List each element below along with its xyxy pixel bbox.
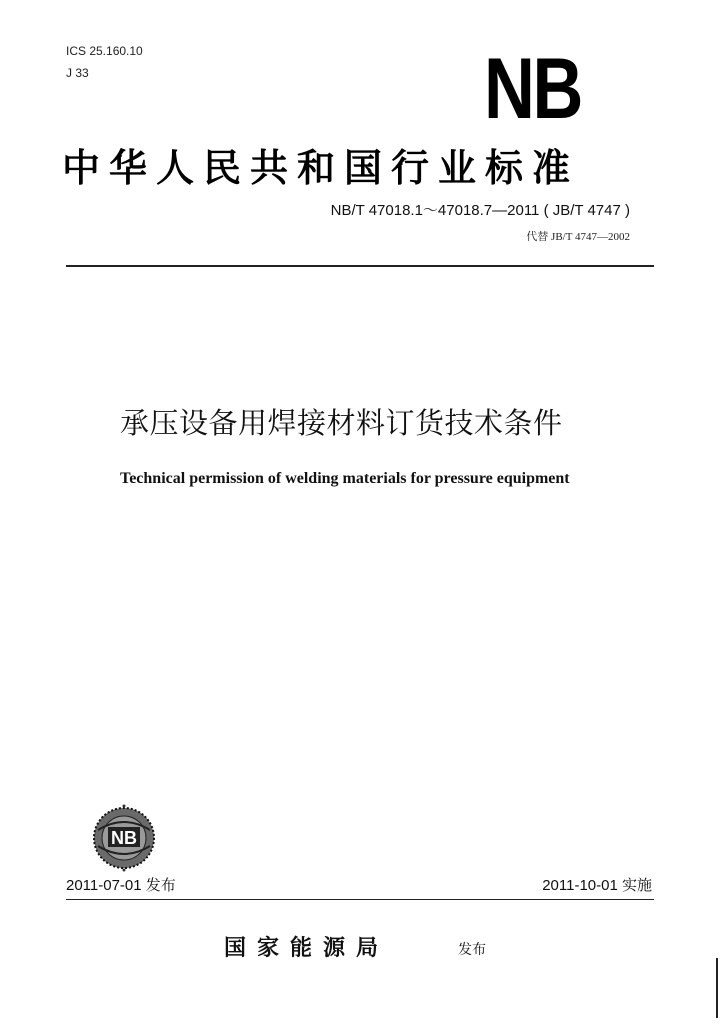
implementation-date: 2011-10-01 实施	[542, 877, 652, 894]
publisher-name: 国家能源局	[224, 935, 390, 961]
seal-text: NB	[111, 828, 137, 848]
issue-date: 2011-07-01 发布	[66, 877, 176, 894]
nb-seal-emblem	[84, 800, 164, 872]
standard-type-title: 中华人民共和国行业标准	[62, 145, 580, 190]
footer-divider	[66, 899, 654, 900]
classification-code: J 33	[66, 66, 89, 80]
document-title-en: Technical permission of welding materials for pressure equipment	[120, 470, 570, 487]
document-title-cn: 承压设备用焊接材料订货技术条件	[120, 406, 563, 440]
standard-number: NB/T 47018.1～47018.7—2011 ( JB/T 4747 )	[330, 202, 630, 219]
header-divider	[66, 265, 654, 267]
scan-edge-mark	[716, 958, 718, 1018]
seal-icon	[84, 800, 164, 872]
publisher-suffix: 发布	[458, 942, 486, 958]
replaces-note: 代替 JB/T 4747—2002	[526, 231, 630, 243]
nb-logo: NB	[484, 41, 581, 137]
ics-code: ICS 25.160.10	[66, 44, 143, 58]
